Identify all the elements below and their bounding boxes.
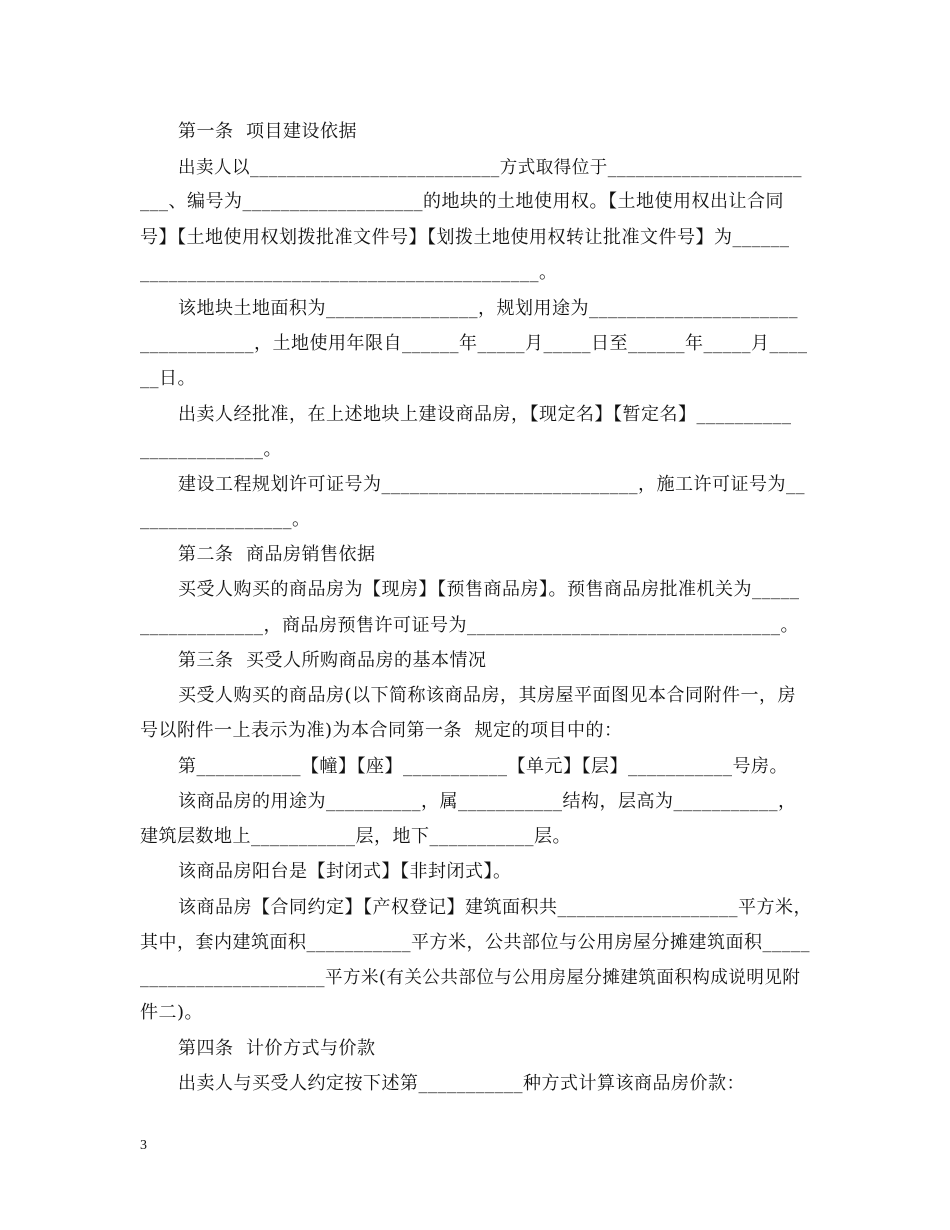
text-line: 买受人购买的商品房(以下简称该商品房，其房屋平面图见本合同附件一，房 — [178, 685, 797, 706]
text-line: _____________，商品房预售许可证号为_________________________________。 — [140, 615, 799, 636]
text-line: __日。 — [140, 368, 196, 389]
text-line: _____________。 — [140, 439, 282, 460]
text-line: 出卖人经批准，在上述地块上建设商品房，【现定名】【暂定名】__________ — [178, 404, 792, 425]
text-line: 件二)。 — [140, 1002, 204, 1023]
text-line: ___、编号为___________________的地块的土地使用权。【土地使用权出让合同 — [140, 191, 784, 212]
text-line: 号】【土地使用权划拨批准文件号】【划拨土地使用权转让批准文件号】为______ — [140, 227, 790, 248]
article-1-heading: 第一条 项目建设依据 — [178, 121, 357, 142]
text-line: 买受人购买的商品房为【现房】【预售商品房】。预售商品房批准机关为_____ — [178, 579, 800, 600]
text-line: 第___________【幢】【座】___________【单元】【层】___________号房。 — [178, 756, 788, 777]
text-line: 该地块土地面积为________________，规划用途为______________________ — [178, 298, 798, 319]
text-line: 建设工程规划许可证号为___________________________，施工许可证号为__ — [178, 474, 805, 495]
article-2-heading: 第二条 商品房销售依据 — [178, 544, 376, 565]
text-line: __________________________________________。 — [140, 262, 558, 283]
text-line: ____________，土地使用年限自______年_____月_____日至______年_____月____ — [140, 333, 808, 354]
text-line: 建筑层数地上___________层，地下___________层。 — [140, 826, 571, 847]
text-line: 号以附件一上表示为准)为本合同第一条 规定的项目中的： — [140, 720, 623, 741]
text-line: 出卖人与买受人约定按下述第___________种方式计算该商品房价款： — [178, 1073, 745, 1094]
text-line: 该商品房的用途为__________，属___________结构，层高为___________， — [178, 791, 797, 812]
page-number: 3 — [140, 1138, 147, 1153]
text-line: 该商品房【合同约定】【产权登记】建筑面积共___________________平方米， — [178, 897, 812, 918]
text-line: ____________________平方米(有关公共部位与公用房屋分摊建筑面积构成说明见附 — [140, 968, 801, 988]
article-3-heading: 第三条 买受人所购商品房的基本情况 — [178, 650, 487, 671]
text-line: 出卖人以___________________________方式取得位于_____________________ — [178, 158, 802, 178]
text-line: 其中，套内建筑面积___________平方米，公共部位与公用房屋分摊建筑面积_____ — [140, 932, 810, 953]
text-line: ________________。 — [140, 509, 311, 530]
text-line: 该商品房阳台是【封闭式】【非封闭式】。 — [178, 861, 512, 882]
article-4-heading: 第四条 计价方式与价款 — [178, 1038, 376, 1059]
